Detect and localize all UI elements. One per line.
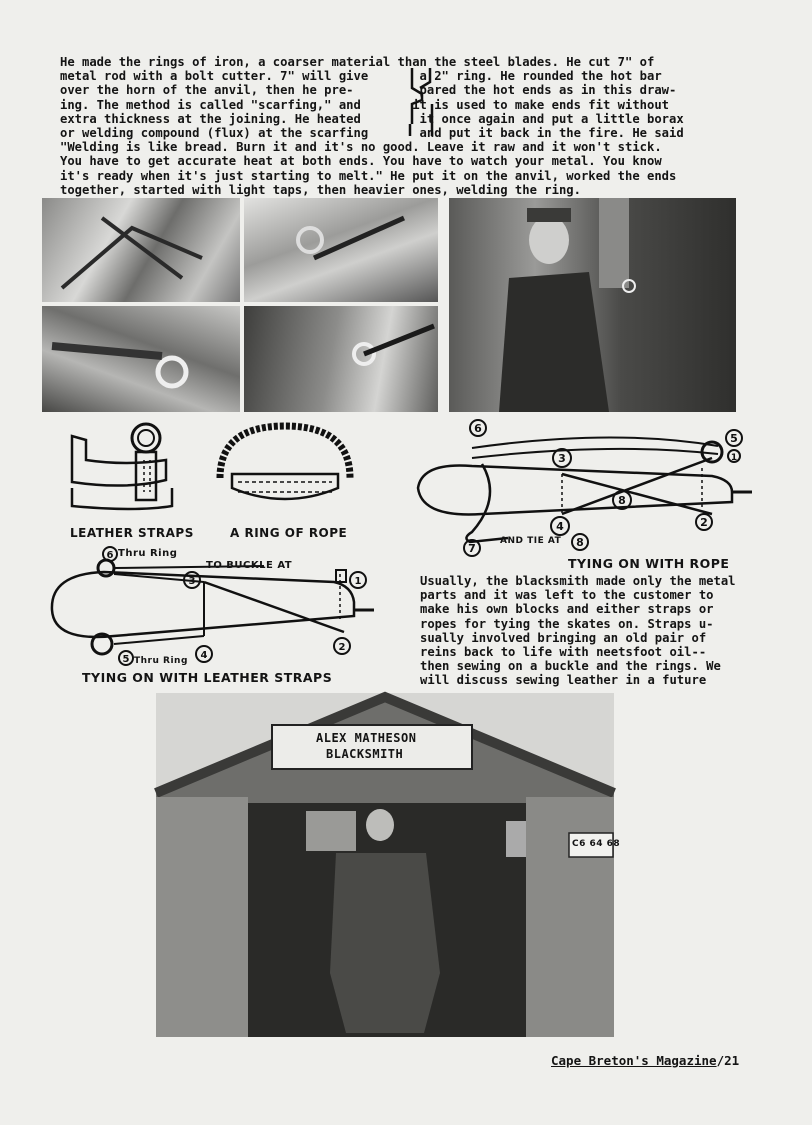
strap-num-5: 5 bbox=[122, 654, 130, 665]
right-line: sually involved bringing an old pair of bbox=[420, 630, 707, 645]
photo-ring-on-horn bbox=[244, 198, 438, 302]
license-plate: C6 64 68 bbox=[572, 839, 621, 849]
article-line: metal rod with a bolt cutter. 7" will give a 2" ring. He rounded the hot bar bbox=[60, 69, 662, 84]
right-line: ropes for tying the skates on. Straps u- bbox=[420, 616, 714, 631]
photo-cutting-rod bbox=[42, 198, 240, 302]
rope-num-8a: 8 bbox=[618, 494, 626, 507]
rope-num-5: 5 bbox=[730, 432, 738, 445]
rope-num-2: 2 bbox=[700, 516, 708, 529]
rope-num-1: 1 bbox=[730, 453, 738, 463]
right-column-text bbox=[420, 575, 780, 689]
rope-num-4: 4 bbox=[556, 520, 564, 533]
article-line: extra thickness at the joining. He heated it once again and put a little borax bbox=[60, 111, 684, 126]
article-line: "Welding is like bread. Burn it and it's no good. Leave it raw and it won't stick. bbox=[60, 140, 662, 155]
article-line: You have to get accurate heat at both ends. You have to watch your metal. You know bbox=[60, 154, 662, 169]
article-line: it's ready when it's just starting to melt." He put it on the anvil, worked the ends bbox=[60, 168, 677, 183]
strap-num-1: 1 bbox=[354, 576, 362, 587]
article-line: over the horn of the anvil, then he pre- pared the hot ends as in this draw- bbox=[60, 83, 677, 98]
caption-ring-of-rope: A RING OF ROPE bbox=[230, 526, 348, 540]
right-line: Usually, the blacksmith made only the metal bbox=[420, 574, 736, 588]
strap-num-6: 6 bbox=[106, 550, 114, 561]
right-line: then sewing on a buckle and the rings. We bbox=[420, 659, 721, 674]
photo-welding-ring bbox=[244, 306, 438, 412]
caption-tying-leather: TYING ON WITH LEATHER STRAPS bbox=[82, 670, 333, 685]
rope-num-7: 7 bbox=[468, 542, 476, 555]
page-number: /21 bbox=[716, 1053, 740, 1068]
strap-num-2: 2 bbox=[338, 642, 346, 653]
article-line: together, started with light taps, then heavier ones, welding the ring. bbox=[60, 182, 581, 197]
ring-of-rope-drawing bbox=[210, 418, 360, 518]
leather-straps-drawing bbox=[66, 420, 206, 520]
label-to-buckle-at: TO BUCKLE AT bbox=[206, 560, 293, 571]
rope-num-8b: 8 bbox=[576, 536, 584, 549]
page-footer bbox=[551, 1053, 739, 1068]
photo-blacksmith-portrait bbox=[449, 198, 736, 412]
label-and-tie-at: AND TIE AT bbox=[500, 536, 562, 546]
article-line: He made the rings of iron, a coarser material than the steel blades. He cut 7" of bbox=[60, 55, 655, 69]
caption-tying-rope: TYING ON WITH ROPE bbox=[568, 556, 730, 571]
right-line: reins back to life with neetsfoot oil-- bbox=[420, 644, 707, 659]
shop-sign-line1: ALEX MATHESON bbox=[316, 731, 417, 745]
rope-num-6: 6 bbox=[474, 422, 482, 435]
label-thru-ring-top: Thru Ring bbox=[118, 548, 178, 559]
scarfing-drawing bbox=[396, 64, 446, 140]
photo-blacksmith-shop bbox=[156, 693, 621, 1037]
article-line: ing. The method is called "scarfing," and it is used to make ends fit without bbox=[60, 97, 670, 112]
caption-leather-straps: LEATHER STRAPS bbox=[70, 526, 194, 540]
tying-rope-drawing bbox=[412, 418, 762, 560]
right-line: will discuss sewing leather in a future bbox=[420, 673, 707, 688]
shop-sign-line2: BLACKSMITH bbox=[326, 747, 404, 761]
photo-scarfing-ends bbox=[42, 306, 240, 412]
label-thru-ring-bottom: Thru Ring bbox=[134, 656, 188, 666]
right-line: parts and it was left to the customer to bbox=[420, 588, 714, 603]
magazine-title: Cape Breton's Magazine bbox=[551, 1053, 717, 1068]
right-line: make his own blocks and either straps or bbox=[420, 602, 714, 617]
rope-num-3: 3 bbox=[558, 452, 566, 465]
strap-num-3: 3 bbox=[188, 576, 196, 587]
strap-num-4: 4 bbox=[200, 650, 208, 661]
article-line: or welding compound (flux) at the scarfing and put it back in the fire. He said bbox=[60, 125, 684, 140]
